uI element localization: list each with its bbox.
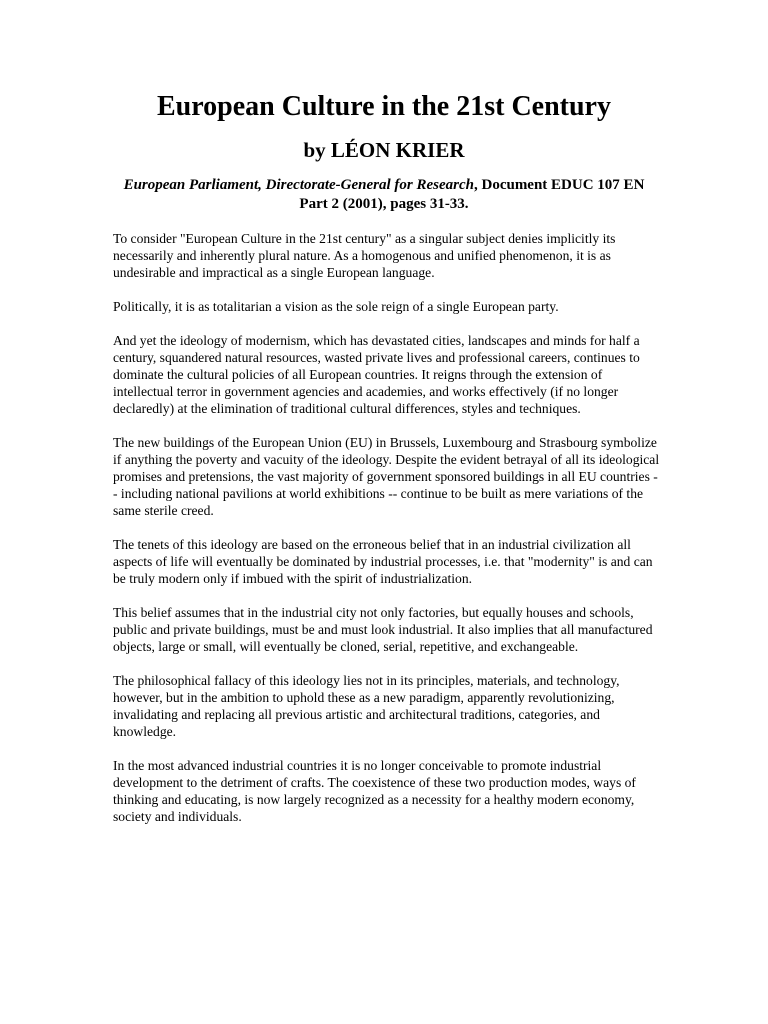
paragraph: The philosophical fallacy of this ideology lies not in its principles, materials, and technology, however, but in the ambition to uphold these as a new paradigm, apparently revolutionizing, invalidating and replacing all previous artistic and architectural traditions, categories, and knowledge. [113, 673, 620, 739]
paragraph: Politically, it is as totalitarian a vision as the sole reign of a single European party. [113, 299, 559, 314]
author-byline: by LÉON KRIER [303, 138, 465, 162]
source-publication: European Parliament, Directorate-General for Research [123, 177, 474, 193]
paragraph: And yet the ideology of modernism, which has devastated cities, landscapes and minds for half a century, squandered natural resources, wasted private lives and professional careers, continues to dominate the cultural policies of all European countries. It reigns through the extension of intellectual terror in government agencies and academies, and works effectively (if no longer declaredly) at the elimination of traditional cultural differences, styles and techniques. [113, 333, 640, 416]
paragraph: This belief assumes that in the industrial city not only factories, but equally houses and schools, public and private buildings, must be and must look industrial. It also implies that all manufactured objects, large or small, will eventually be cloned, serial, repetitive, and exchangeable. [113, 605, 653, 654]
paragraph: The new buildings of the European Union (EU) in Brussels, Luxembourg and Strasbourg symbolize if anything the poverty and vacuity of the ideology. Despite the evident betrayal of all its ideological promises and pretensions, the vast majority of government sponsored buildings in all EU countries -- including national pavilions at world exhibitions -- continue to be built as mere variations of the same sterile creed. [113, 435, 660, 518]
source-details: , Document EDUC 107 EN Part 2 (2001), pages 31-33. [299, 177, 645, 212]
paragraph: To consider "European Culture in the 21st century" as a singular subject denies implicitly its necessarily and inherently plural nature. As a homogenous and unified phenomenon, it is as undesirable and impractical as a single European language. [113, 231, 616, 280]
paragraph: In the most advanced industrial countries it is no longer conceivable to promote industrial development to the detriment of crafts. The coexistence of these two production modes, ways of thinking and educating, is now largely recognized as a necessity for a healthy modern economy, society and individuals. [113, 758, 636, 824]
source-citation [113, 176, 655, 214]
document-title: European Culture in the 21st Century [156, 91, 611, 122]
article-body [113, 230, 661, 825]
paragraph: The tenets of this ideology are based on the erroneous belief that in an industrial civilization all aspects of life will eventually be dominated by industrial processes, i.e. that "modernity" is and can be truly modern only if imbued with the spirit of industrialization. [113, 537, 653, 586]
